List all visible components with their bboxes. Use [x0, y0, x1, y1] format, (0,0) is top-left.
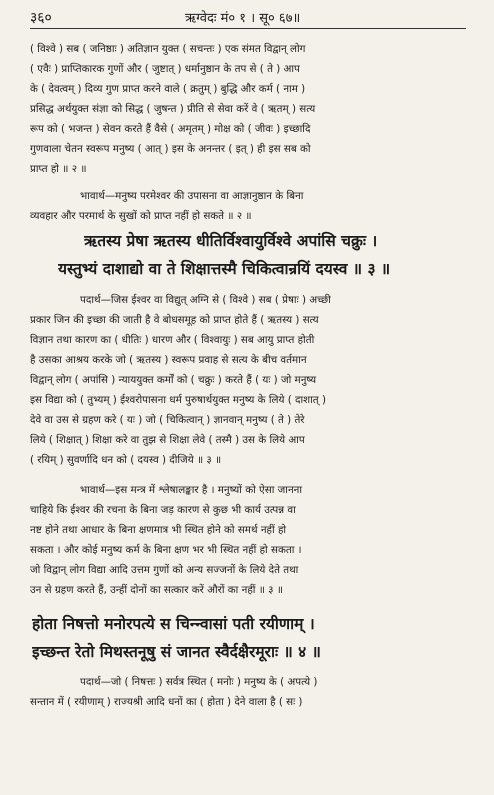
- page-number: ३६०: [30, 10, 52, 26]
- body-line: इस विद्या को ( तुभ्यम् ) ईश्वरोपासना धर्म पुरुषार्थयुक्त मनुष्य के लिये ( दाशात् ): [30, 394, 326, 406]
- body-line: प्राप्त हो ॥ २ ॥: [30, 163, 87, 175]
- body-line: सकता । और कोई मनुष्य कर्म के बिना क्षण भर भी स्थित नहीं हो सकता ।: [30, 544, 302, 556]
- bhavarth-line: भावार्थ—इस मन्त्र में श्लेषालङ्कार है । मनुष्यों को ऐसा जानना: [80, 484, 303, 496]
- body-line: नष्ट होने तथा आधार के बिना क्षणमात्र भी स्थित होने को समर्थ नहीं हो: [30, 524, 287, 536]
- body-line: विज्ञान तथा कारण का ( धीतिः ) धारण और ( विश्वायुः ) सब आयु प्राप्त होती: [30, 334, 315, 346]
- body-line: के ( देवत्वम् ) दिव्य गुण प्राप्त करने वाले ( क्रतुम् ) बुद्धि और कर्म ( नाम ): [30, 83, 306, 95]
- body-line: प्रसिद्ध अर्थयुक्त संज्ञा को सिद्ध ( जुषन्त ) प्रीति से सेवा करें वे ( ऋतम् ) सत्य: [30, 103, 316, 115]
- running-header: [30, 6, 466, 29]
- body-line: जो विद्वान् लोग विद्या आदि उत्तम गुणों को अन्य सज्जनों के लिये देते तथा: [30, 564, 299, 576]
- padarth-line: पदार्थ—जो ( निषत्तः ) सर्वत्र स्थित ( मनोः ) मनुष्य के ( अपत्ये ): [80, 676, 318, 688]
- body-line: चाहिये कि ईश्वर की रचना के बिना जड़ कारण से कुछ भी कार्य उत्पन्न वा: [30, 504, 296, 516]
- body-line: ( एवैः ) प्राप्तिकारक गुणों और ( जुष्टात् ) धर्मानुष्ठान के तप से ( ते ) आप: [30, 63, 300, 75]
- body-line: है उसका आश्रय करके जो ( ऋतस्य ) स्वरूप प्रवाह से सत्य के बीच वर्तमान: [30, 354, 307, 366]
- mantra-line: ऋतस्य प्रेषा ऋतस्य धीतिर्विश्वायुर्विश्वे अपांसि चक्रुः ।: [84, 231, 378, 250]
- body-line: उन से ग्रहण करते हैं, उन्हीं दोनों का सत्कार करें औरों का नहीं ॥ ३ ॥: [30, 584, 283, 596]
- body-line: विद्वान् लोग ( अपांसि ) न्याययुक्त कर्मों को ( चक्रुः ) करते हैं ( यः ) जो मनुष्य: [30, 374, 317, 386]
- body-line: प्रकार जिन की इच्छा की जाती है वे बोधसमूह को प्राप्त होते हैं ( ऋतस्य ) सत्य: [30, 314, 319, 326]
- padarth-line: पदार्थ—जिस ईश्वर वा विद्युत् अग्नि से ( विश्वे ) सब ( प्रेषाः ) अच्छी: [80, 294, 331, 306]
- header-title: ऋग्वेदः मं० १ । सू० ६७॥: [185, 11, 301, 26]
- body-line: ( विश्वे ) सब ( जनिष्ठाः ) अतिज्ञान युक्त ( सचन्तः ) एक संमत विद्वान् लोग: [30, 43, 306, 55]
- bhavarth-line: भावार्थ—मनुष्य परमेश्वर की उपासना वा आज्ञानुष्ठान के बिना: [80, 190, 304, 202]
- mantra-line: इच्छन्त रेतो मिथस्तनूषु सं जानत स्वैर्दक्षैरमूराः ॥ ४ ॥: [32, 642, 321, 661]
- body-line: रूप को ( भजन्त ) सेवन करते हैं वैसे ( अमृतम् ) मोक्ष को ( जीवः ) इच्छादि: [30, 123, 311, 135]
- body-line: सन्तान में ( रयीणाम् ) राज्यश्री आदि धनों का ( होता ) देने वाला है ( सः ): [30, 696, 303, 708]
- body-line: देवे वा उस से ग्रहण करे ( यः ) जो ( चिकित्वान् ) ज्ञानवान् मनुष्य ( ते ) तेरे: [30, 414, 305, 426]
- body-line: गुणवाला चेतन स्वरूप मनुष्य ( आत् ) इस के अनन्तर ( इत् ) ही इस सब को: [30, 143, 311, 155]
- body-line: ( रयिम् ) सुवर्णादि धन को ( दयस्व ) दीजिये ॥ ३ ॥: [30, 454, 222, 466]
- mantra-line: यस्तुभ्यं दाशाद्यो वा ते शिक्षात्तस्मै चिकित्वान्रयिं दयस्व ॥ ३ ॥: [58, 259, 391, 278]
- body-line: व्यवहार और परमार्थ के सुखों को प्राप्त नहीं हो सकते ॥ २ ॥: [30, 210, 252, 222]
- mantra-line: होता निषत्तो मनोरपत्ये स चिन्न्वासां पती रयीणाम् ।: [32, 614, 315, 633]
- body-line: लिये ( शिक्षात् ) शिक्षा करे वा तुझ से शिक्षा लेवे ( तस्मै ) उस के लिये आप: [30, 434, 305, 446]
